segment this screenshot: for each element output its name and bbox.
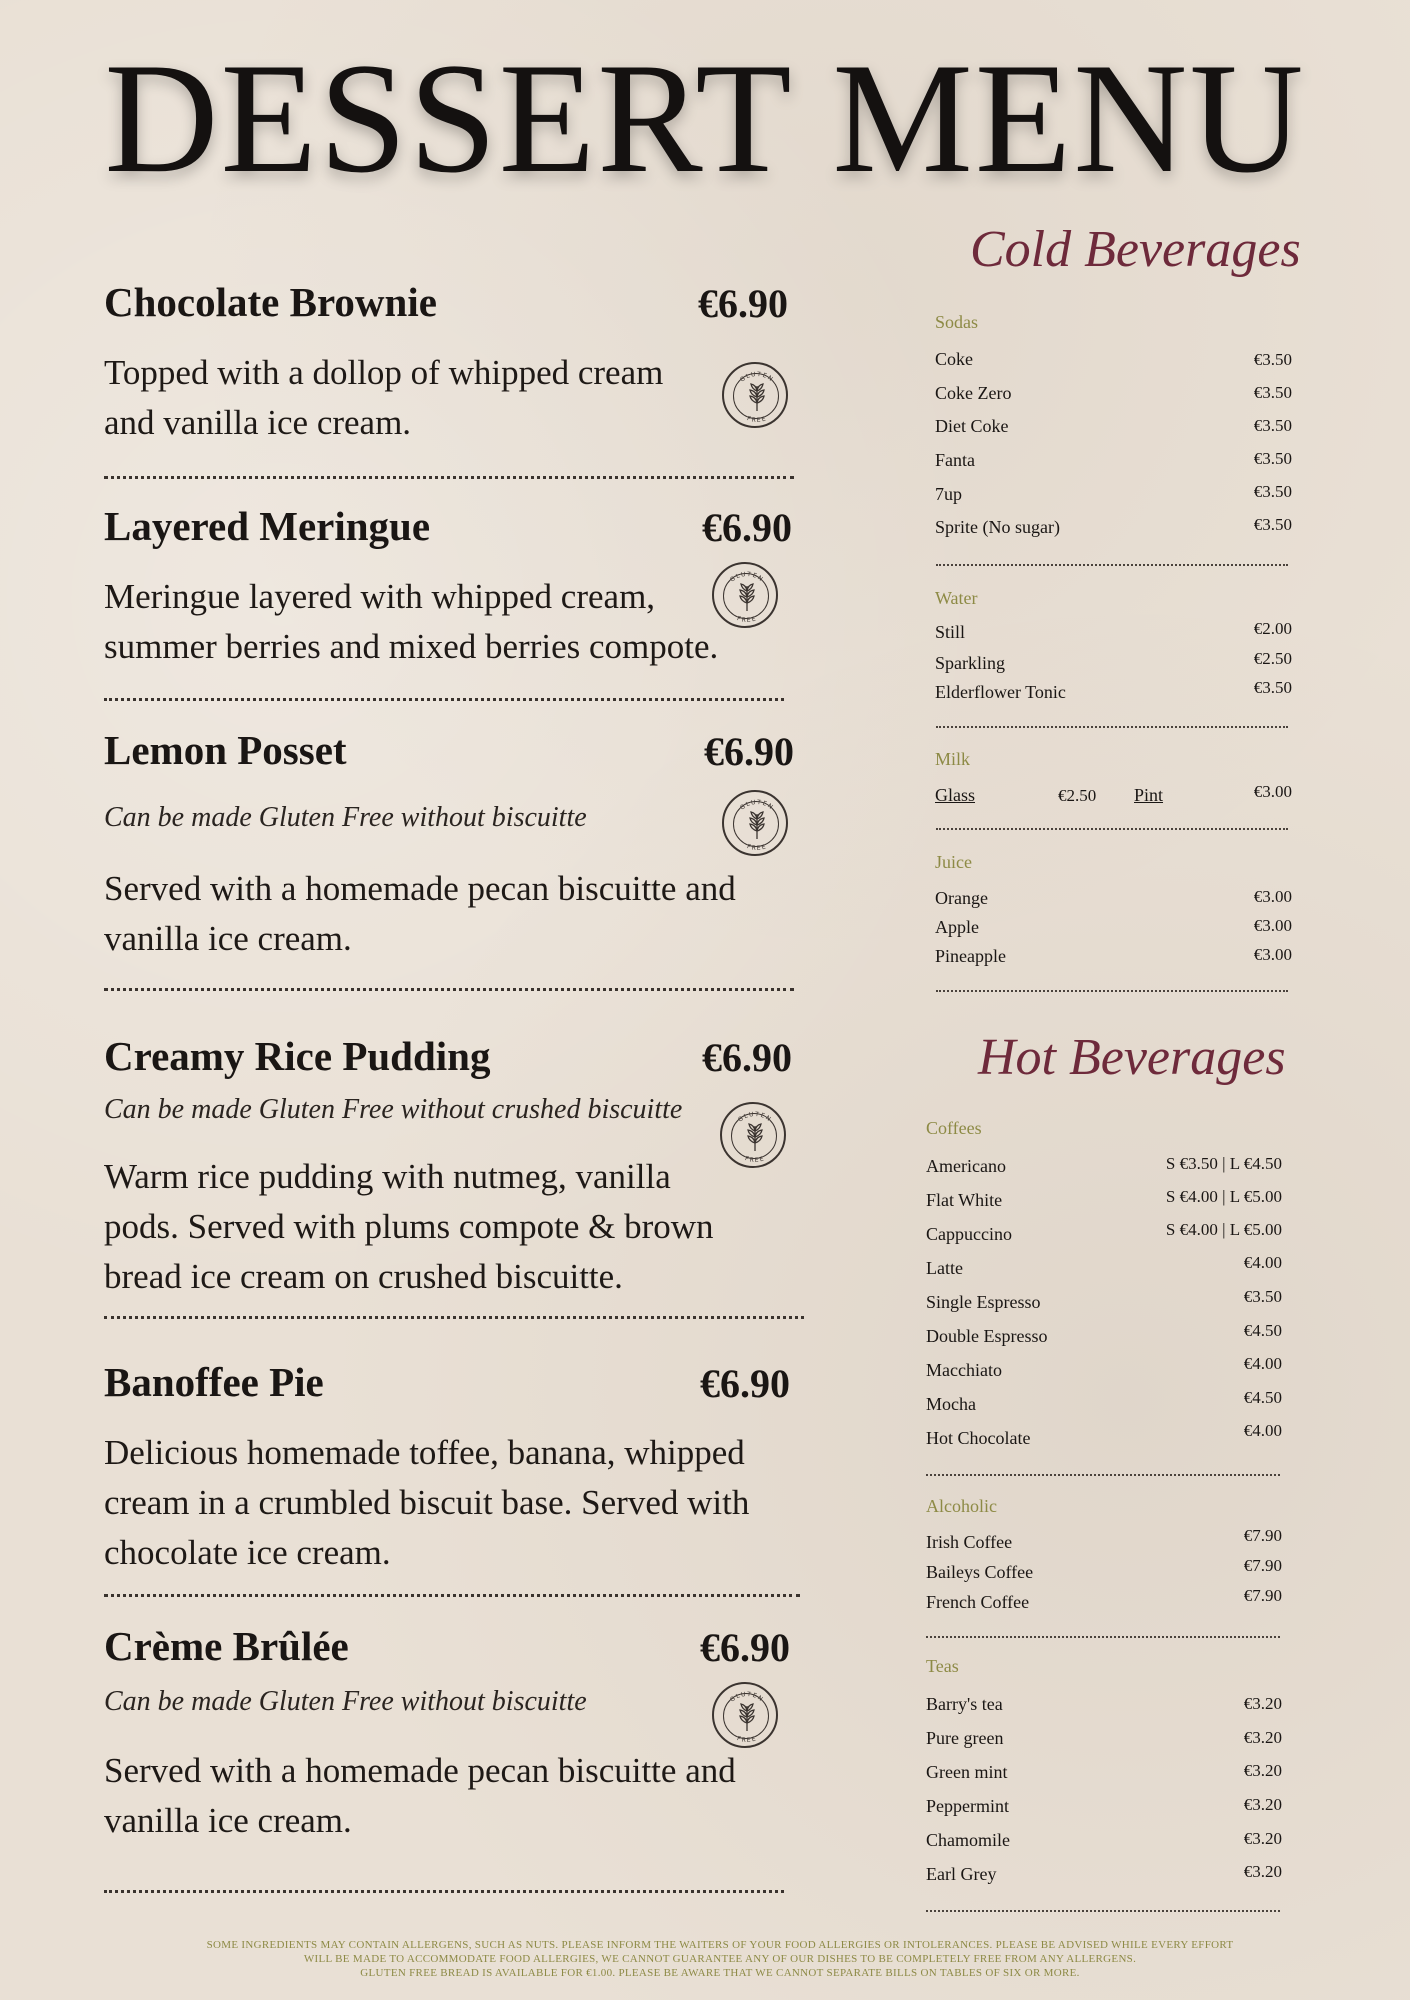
menu-item-price: €2.00 bbox=[1253, 619, 1292, 638]
page-title: DESSERT MENU bbox=[104, 31, 1306, 206]
menu-item-price: S €3.50 | L €4.50 bbox=[1165, 1154, 1282, 1173]
footer-line: GLUTEN FREE BREAD IS AVAILABLE FOR €1.00. PLEASE BE AWARE THAT WE CANNOT SEPARATE BILLS ON TABLES OF SIX OR MORE. bbox=[360, 1967, 1080, 1979]
milk-label: Milk bbox=[935, 749, 971, 769]
divider bbox=[104, 988, 794, 991]
menu-item-name: Sparkling bbox=[935, 653, 1005, 673]
menu-item-name: Coke Zero bbox=[935, 383, 1012, 403]
menu-item-name: Apple bbox=[935, 917, 979, 937]
menu-item-name: Diet Coke bbox=[935, 416, 1009, 436]
menu-item-name: Pineapple bbox=[935, 946, 1006, 966]
alcoholic-label: Alcoholic bbox=[926, 1496, 997, 1516]
menu-item-name: Flat White bbox=[926, 1190, 1003, 1210]
menu-item-name: Fanta bbox=[935, 450, 975, 470]
divider bbox=[104, 1890, 784, 1893]
menu-item-price: €7.90 bbox=[1243, 1586, 1282, 1605]
cold-beverages-heading: Cold Beverages bbox=[970, 221, 1301, 278]
menu-item-price: €3.50 bbox=[1253, 449, 1292, 468]
menu-item-name: Sprite (No sugar) bbox=[935, 517, 1060, 537]
menu-item-price: €3.50 bbox=[1253, 350, 1292, 369]
wheat-icon bbox=[740, 584, 754, 611]
divider bbox=[926, 1474, 1280, 1476]
gluten-free-badge bbox=[720, 1102, 786, 1168]
dessert-gluten-note: Can be made Gluten Free without biscuitte bbox=[104, 802, 587, 833]
menu-item-price: €3.00 bbox=[1253, 887, 1292, 906]
menu-item-name: Pure green bbox=[926, 1728, 1004, 1748]
coffees-label: Coffees bbox=[926, 1118, 982, 1138]
milk-glass-label: Glass bbox=[935, 785, 975, 805]
sodas-label: Sodas bbox=[935, 312, 979, 332]
divider bbox=[104, 1316, 804, 1319]
badge-text: GLUTEN bbox=[738, 798, 776, 812]
menu-item-price: €4.00 bbox=[1243, 1421, 1282, 1440]
menu-item-price: €3.20 bbox=[1243, 1694, 1282, 1713]
menu-item-name: Baileys Coffee bbox=[926, 1562, 1034, 1582]
menu-item-name: Earl Grey bbox=[926, 1864, 997, 1884]
menu-item-name: Americano bbox=[926, 1156, 1006, 1176]
menu-item-name: Elderflower Tonic bbox=[935, 682, 1066, 702]
dessert-price: €6.90 bbox=[702, 1035, 792, 1080]
menu-item-price: €3.00 bbox=[1253, 916, 1292, 935]
menu-item-price: €3.20 bbox=[1243, 1829, 1282, 1848]
badge-text: FREE bbox=[743, 1155, 766, 1165]
divider bbox=[936, 726, 1288, 728]
dessert-description: Delicious homemade toffee, banana, whipped cream in a crumbled biscuit base. Served with chocolate ice cream. bbox=[104, 1433, 750, 1572]
divider bbox=[926, 1636, 1280, 1638]
wheat-icon bbox=[750, 384, 764, 411]
menu-item-price: €3.20 bbox=[1243, 1862, 1282, 1881]
menu-item-name: Chamomile bbox=[926, 1830, 1010, 1850]
dessert-name: Banoffee Pie bbox=[104, 1359, 324, 1405]
divider bbox=[936, 564, 1288, 566]
menu-item-name: 7up bbox=[935, 484, 962, 504]
menu-item-name: Macchiato bbox=[926, 1360, 1002, 1380]
teas-label: Teas bbox=[926, 1656, 959, 1676]
water-label: Water bbox=[935, 588, 978, 608]
juice-label: Juice bbox=[935, 852, 972, 872]
menu-item-price: €3.50 bbox=[1253, 482, 1292, 501]
menu-item-price: S €4.00 | L €5.00 bbox=[1165, 1187, 1282, 1206]
menu-item-price: €3.50 bbox=[1253, 678, 1292, 697]
menu-item-price: €2.50 bbox=[1253, 649, 1292, 668]
menu-item-name: Double Espresso bbox=[926, 1326, 1048, 1346]
menu-item-name: Single Espresso bbox=[926, 1292, 1041, 1312]
badge-text: FREE bbox=[735, 615, 758, 625]
dessert-price: €6.90 bbox=[702, 505, 792, 550]
menu-item-name: Still bbox=[935, 622, 966, 642]
divider bbox=[936, 990, 1288, 992]
menu-item-name: Cappuccino bbox=[926, 1224, 1012, 1244]
menu-item-name: Mocha bbox=[926, 1394, 976, 1414]
menu-item-name: Peppermint bbox=[926, 1796, 1009, 1816]
dessert-name: Layered Meringue bbox=[104, 503, 431, 549]
menu-item-price: €4.50 bbox=[1243, 1321, 1282, 1340]
menu-item-price: S €4.00 | L €5.00 bbox=[1165, 1220, 1282, 1239]
gluten-free-badge bbox=[712, 1682, 778, 1748]
milk-pint-price: €3.00 bbox=[1253, 782, 1292, 801]
divider bbox=[936, 828, 1288, 830]
badge-text: FREE bbox=[745, 415, 768, 425]
milk-glass-price: €2.50 bbox=[1058, 786, 1097, 805]
menu-item-price: €3.20 bbox=[1243, 1761, 1282, 1780]
dessert-name: Crème Brûlée bbox=[104, 1623, 349, 1669]
menu-item-price: €3.50 bbox=[1243, 1287, 1282, 1306]
menu-item-name: Orange bbox=[935, 888, 988, 908]
divider bbox=[104, 476, 794, 479]
dessert-gluten-note: Can be made Gluten Free without crushed biscuitte bbox=[104, 1094, 683, 1125]
badge-text: FREE bbox=[745, 843, 768, 853]
divider bbox=[104, 698, 784, 701]
dessert-name: Chocolate Brownie bbox=[104, 279, 437, 325]
footer-line: SOME INGREDIENTS MAY CONTAIN ALLERGENS, SUCH AS NUTS. PLEASE INFORM THE WAITERS OF YOUR FOOD ALLERGIES OR INTOLERANCES. PLEASE BE ADVISED WHILE EVERY EFFORT bbox=[206, 1939, 1234, 1951]
dessert-description: Meringue layered with whipped cream, summer berries and mixed berries compote. bbox=[104, 577, 719, 666]
dessert-name: Creamy Rice Pudding bbox=[104, 1033, 491, 1079]
footer-line: WILL BE MADE TO ACCOMMODATE FOOD ALLERGIES, WE CANNOT GUARANTEE ANY OF OUR DISHES TO BE COMPLETELY FREE FROM ANY ALLERGENS. bbox=[303, 1953, 1137, 1965]
menu-item-price: €3.20 bbox=[1243, 1795, 1282, 1814]
dessert-description: Served with a homemade pecan biscuitte and vanilla ice cream. bbox=[104, 1751, 736, 1840]
dessert-price: €6.90 bbox=[698, 281, 788, 326]
badge-text: GLUTEN bbox=[736, 1110, 774, 1124]
menu-item-name: Hot Chocolate bbox=[926, 1428, 1031, 1448]
wheat-icon bbox=[748, 1124, 762, 1151]
divider bbox=[104, 1594, 800, 1597]
badge-text: GLUTEN bbox=[728, 1690, 766, 1704]
menu-item-price: €3.00 bbox=[1253, 945, 1292, 964]
badge-text: FREE bbox=[735, 1735, 758, 1745]
divider bbox=[926, 1910, 1280, 1912]
menu-item-price: €3.50 bbox=[1253, 383, 1292, 402]
menu-item-price: €4.50 bbox=[1243, 1388, 1282, 1407]
menu-item-name: Green mint bbox=[926, 1762, 1008, 1782]
menu-item-price: €7.90 bbox=[1243, 1526, 1282, 1545]
wheat-icon bbox=[750, 812, 764, 839]
dessert-name: Lemon Posset bbox=[104, 727, 347, 773]
allergen-footer bbox=[160, 1938, 1280, 1980]
gluten-free-badge bbox=[722, 790, 788, 856]
dessert-gluten-note: Can be made Gluten Free without biscuitte bbox=[104, 1686, 587, 1717]
dessert-description: Topped with a dollop of whipped cream and vanilla ice cream. bbox=[104, 353, 664, 442]
menu-item-price: €3.50 bbox=[1253, 515, 1292, 534]
wheat-icon bbox=[740, 1704, 754, 1731]
menu-item-name: French Coffee bbox=[926, 1592, 1030, 1612]
hot-beverages-heading: Hot Beverages bbox=[978, 1029, 1286, 1086]
menu-item-price: €7.90 bbox=[1243, 1556, 1282, 1575]
badge-text: GLUTEN bbox=[738, 370, 776, 384]
menu-item-name: Coke bbox=[935, 349, 973, 369]
gluten-free-badge bbox=[722, 362, 788, 428]
gluten-free-badge bbox=[712, 562, 778, 628]
dessert-price: €6.90 bbox=[700, 1361, 790, 1406]
menu-item-price: €4.00 bbox=[1243, 1253, 1282, 1272]
menu-item-name: Barry's tea bbox=[926, 1694, 1003, 1714]
dessert-description: Warm rice pudding with nutmeg, vanilla pods. Served with plums compote & brown bread ice cream on crushed biscuitte. bbox=[104, 1157, 714, 1296]
badge-text: GLUTEN bbox=[728, 570, 766, 584]
milk-pint-label: Pint bbox=[1134, 785, 1164, 805]
menu-item-price: €3.50 bbox=[1253, 416, 1292, 435]
menu-item-name: Irish Coffee bbox=[926, 1532, 1013, 1552]
menu-item-price: €3.20 bbox=[1243, 1728, 1282, 1747]
dessert-price: €6.90 bbox=[704, 729, 794, 774]
dessert-price: €6.90 bbox=[700, 1625, 790, 1670]
menu-item-name: Latte bbox=[926, 1258, 963, 1278]
dessert-description: Served with a homemade pecan biscuitte and vanilla ice cream. bbox=[104, 869, 736, 958]
menu-item-price: €4.00 bbox=[1243, 1354, 1282, 1373]
